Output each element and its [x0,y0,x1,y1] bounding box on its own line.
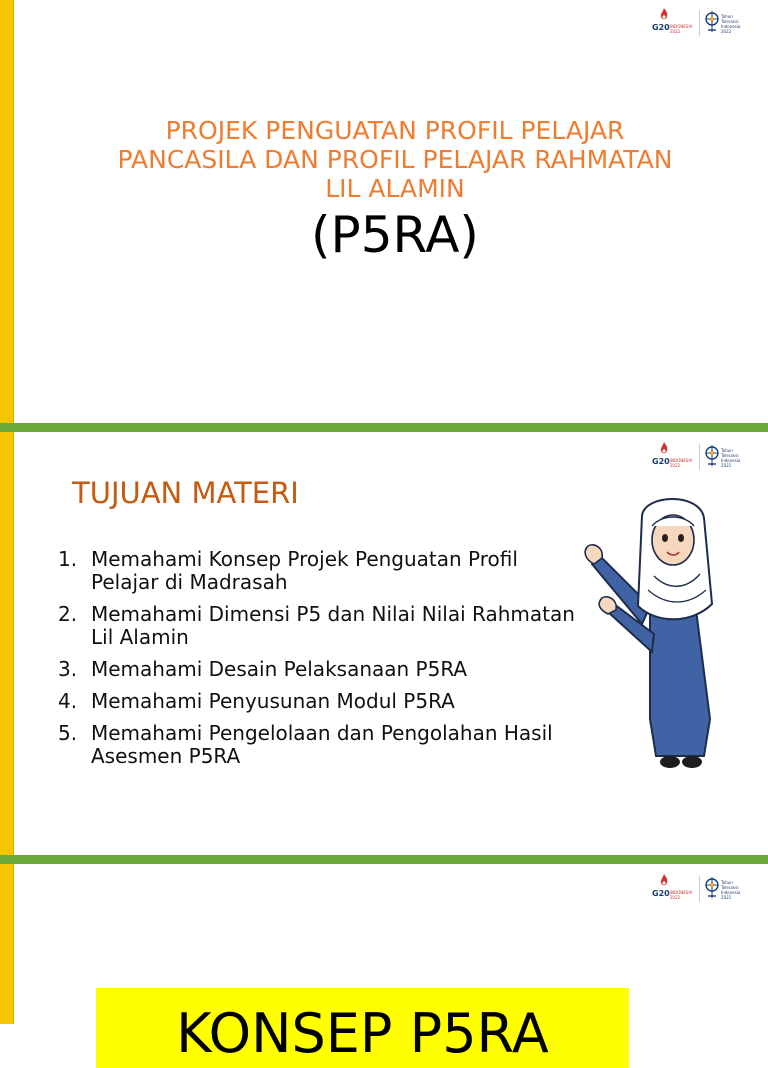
toleransi-logo [704,8,752,38]
g20-sublabel: INDONESIA 2022 [670,458,693,468]
list-item-text: Memahami Penyusunan Modul P5RA [91,689,455,713]
logo-group [652,874,752,904]
slide-1 [0,0,768,424]
g20-logo [652,8,696,38]
logo-divider [699,10,700,36]
g20-sublabel: INDONESIA 2022 [670,24,693,34]
left-accent-bar [0,864,13,1024]
toleransi-logo [704,874,752,904]
g20-flame-icon [659,874,669,888]
g20-flame-icon [659,442,669,456]
left-accent-bar [0,432,13,856]
list-item-text: Memahami Pengelolaan dan Pengolahan Hasil Asesmen P5RA [91,721,553,768]
hijab-girl-illustration [572,494,748,782]
toleransi-emblem-icon [704,444,720,468]
toleransi-label: Tahun Toleransi Indonesia 2022 [721,14,741,34]
g20-logo [652,874,696,904]
list-item [58,603,578,649]
list-item-number: 2. [58,602,78,626]
konsep-highlight-box [96,988,629,1068]
left-accent-edge [13,432,14,856]
g20-label: G20 [652,889,670,898]
list-item-text: Memahami Konsep Projek Penguatan Profil Pelajar di Madrasah [91,547,518,594]
g20-label: G20 [652,457,670,466]
slide-separator [0,855,768,864]
left-accent-edge [13,864,14,1024]
list-item-text: Memahami Desain Pelaksanaan P5RA [91,657,468,681]
g20-flame-icon [659,8,669,22]
objectives-list [58,548,578,777]
logo-divider [699,876,700,902]
g20-sublabel: INDONESIA 2022 [670,890,693,900]
slide1-subtitle: (P5RA) [311,206,479,264]
list-item-number: 4. [58,689,78,713]
title-line-1: PROJEK PENGUATAN PROFIL PELAJAR [165,116,625,145]
title-line-2: PANCASILA DAN PROFIL PELAJAR RAHMATAN [117,145,673,174]
toleransi-logo [704,442,752,472]
slide1-title [40,116,750,203]
toleransi-label: Tahun Toleransi Indonesia 2022 [721,880,741,900]
konsep-heading: KONSEP P5RA [176,1002,549,1065]
logo-group [652,442,752,472]
g20-logo [652,442,696,472]
list-item [58,690,578,713]
toleransi-label: Tahun Toleransi Indonesia 2022 [721,448,741,468]
list-item-number: 3. [58,657,78,681]
list-item [58,548,578,594]
toleransi-emblem-icon [704,10,720,34]
logo-divider [699,444,700,470]
title-line-3: LIL ALAMIN [325,174,465,203]
list-item-number: 5. [58,721,78,745]
list-item-text: Memahami Dimensi P5 dan Nilai Nilai Rahmatan Lil Alamin [91,602,575,649]
slide-separator [0,423,768,432]
list-item-number: 1. [58,547,78,571]
g20-label: G20 [652,23,670,32]
objectives-heading: TUJUAN MATERI [72,476,299,510]
list-item [58,722,578,768]
logo-group [652,8,752,38]
toleransi-emblem-icon [704,876,720,900]
list-item [58,658,578,681]
